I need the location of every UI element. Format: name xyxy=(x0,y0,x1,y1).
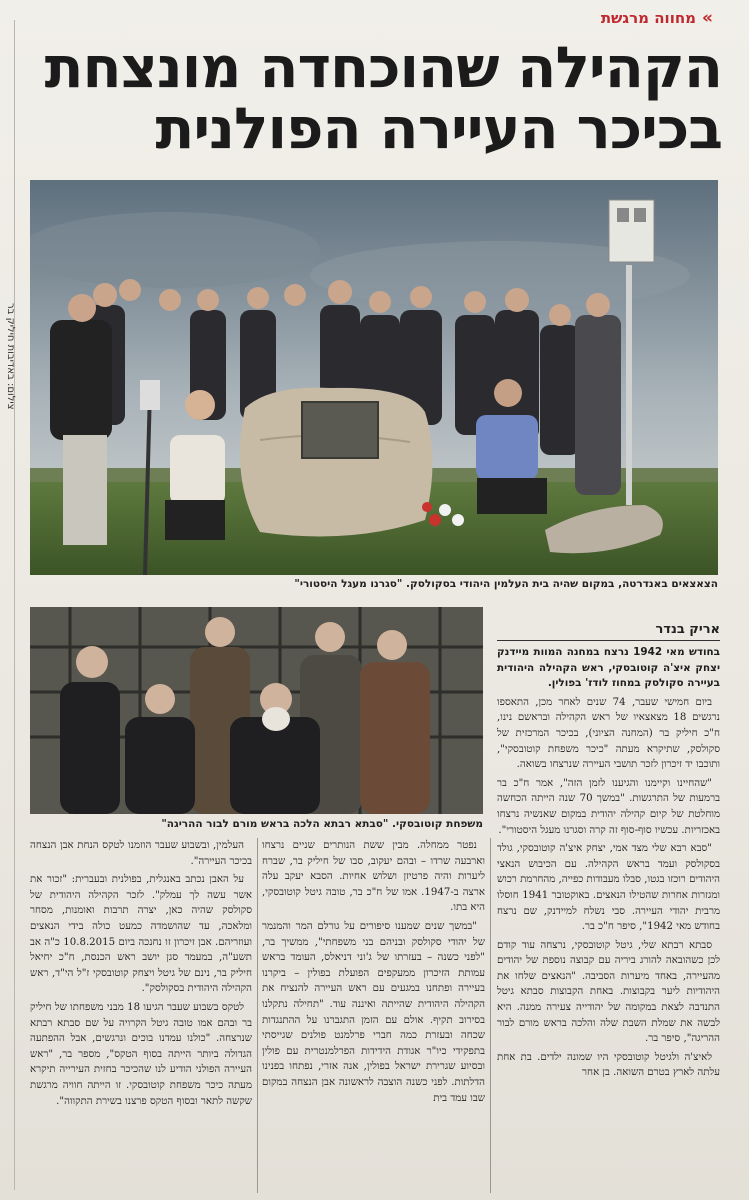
photo1-caption: הצאצאים באנדרטה, במקום שהיה בית העלמין היהודי בסקולסק. "סגרנו מעגל היסטורי" xyxy=(294,578,718,590)
photo2-caption: משפחת קוטובסקי. "סבתא רבתא הלכה בראש מורם לבור ההריגה" xyxy=(161,818,483,830)
headline-line-1: הקהילה שהוכחדה מונצחת xyxy=(44,35,722,101)
byline: אריק בנדר xyxy=(655,622,720,637)
paragraph: נפטר ממחלה. מבין ששת הנותרים שניים נרצחו וארבעה שרדו – ובהם יעקוב, סבו של חיליק בר, שברח ליערות והיה פרטיזן ושלוש אחיות. הסבא יעקב עלה ארצה ב-1947. אמו של ח"כ בר, טובה גיטל קוטובסקי, היא בתו. xyxy=(262,840,485,914)
section-label: מחווה מרגשת xyxy=(600,9,697,27)
family-historic-photo xyxy=(30,607,483,814)
byline-rule xyxy=(497,640,720,641)
headline xyxy=(30,35,722,162)
column-divider xyxy=(490,838,491,1193)
paragraph: לאיצ'ה ולגיטל קוטובסקי היו שמונה ילדים. בת אחת עלתה לארץ בטרם השואה. בן אחר xyxy=(497,1051,720,1079)
photo-credit: צילום: באדיבות חיליק בר xyxy=(5,303,16,410)
memorial-photo-illustration xyxy=(30,180,718,575)
paragraph: על האבן נכתב באנגלית, בפולנית ובעברית: "זכור את אשר עשה לך עמלק". לזכר הקהילה היהודית של סקולסק שהיה כאן, יצרה תרבות ואומנות, מסחר ומלאכה, עד שהושמדה כמעט כולה בידי הנאצים ועוזריהם. אבן זיכרון זו נחנכה ביום 10.8.2015 כ"ה אב תשע"ה, במעמד סגן יושב ראש הכנסת, ח"כ יחיאל חיליק בר, נינם של גיטל ויצחק קוטובסקי ז"ל הי"ד, ראש הקהילה היהודית בסקולסק". xyxy=(30,874,252,995)
paragraph: "סבא רבא שלי מצד אמי, יצחק איצ'ה קוטובסקי, גולד בסקולסק ועמד בראש הקהילה. עם הכיבוש הנאצי היהודים רוכזו בגטו, סבלו מעבודות כפייה, מהחרמת רכוש ומגזרות אחרות שהטילו הנאצים. באוקטובר 1941 חוסלו מרבית יהודי העיירה. סבי נשלח למיידנק, שם נרצח בחודש מאי 1942", סיפר ח"כ בר. xyxy=(497,843,720,933)
double-chevron-icon: » xyxy=(702,8,709,28)
lead-paragraph: בחודש מאי 1942 נרצח במחנה המוות מיידנק יצחק איצ'ה קוטובסקי, ראש הקהילה היהודית בעיירה סקולסק במחוז לודז' בפולין. xyxy=(497,646,720,690)
memorial-group-photo xyxy=(30,180,718,575)
article-column-left xyxy=(30,838,252,1193)
headline-line-2: בכיכר העיירה הפולנית xyxy=(155,96,722,162)
paragraph: לטקס בשבוע שעבר הגיעו 18 מבני משפחתו של חיליק בר ובהם אמו טובה גיטל הקרויה על שם סבתא רבתא שנרצחה. "כולנו עמדנו בוכים ונרגשים, אבל ההפתעה הגדולה ביותר הייתה בסוף הטקס", מספר בר, "ראש העיירה הפולני הודיע לנו שהכיכר בחזית העירייה תיקרא מעתה כיכר משפחת קוטובסקי. זו הייתה חוויה מרגשת שקשה לתאר ובסוף הטקס פרצנו בשירת התקווה". xyxy=(30,1001,252,1107)
article-column-right xyxy=(497,645,720,1193)
section-tag xyxy=(601,8,709,28)
paragraph: העלמין, ובשבוע שעבר הוזמנו לטקס הנחת אבן הנצחה בכיכר העיירה". xyxy=(30,840,252,867)
paragraph: "במשך שנים שמענו סיפורים על גורלם המר והמנמר של יהודי סקולסק ובניהם בני משפחתי", ממשיך בר, "לפני כשנה – בעזרתו של ג'וני דניאלס, העומד בראש עמותת הזיכרון ממעקפים הפועלת בפולין – ביקרנו בעיירה ופתחנו במגעים עם ראש העיירה להנציח את הקהילה היהודית שהייתה ואיננה עוד. "תחילה נתקלנו בסירוב תקיף. אולם עם הזמן התגברנו על ההתנגדות שכחה ובעזרת כמה חברי פרלמנט פולנים שגייסתי בתפקידי כיו"ר אגודת הידידות הפרלמנטרית עם פולין ובסיוע שגרירת ישראל בפולין, אנה אזרי, נפתחו בפנינו הדלתות. לפני כשנה הוצבה לראשונה אבן הנצחה במקום שבו עמד בית xyxy=(262,920,485,1104)
paragraph: "שהחיינו וקיימנו והגיענו לזמן הזה", אמר ח"כ בר ברמעות של התרגשות. "במשך 70 שנה הייתה הכחשה מוחלטת של קיום קהילה יהודית במקום שאנשיה נרצחו באכזריות. עכשיו סוף-סוף זה קרה וסגרנו מעגל היסטורי". xyxy=(497,777,720,836)
paragraph: סבתא רבתא שלי, גיטל קוטובסקי, נרצחה עוד קודם לכן כשהובאה להורג ביריה עם קבוצה נוספת של יהודים מהעיירה, באחד מיערות הסביבה. "הנאצים שלחו את היהודיות ליער בקבוצות. באחת הקבוצות סבתא גיטל התנדבה לצאת במקומה של יהודייה צעירה ממנה. היא לבשה את שמלת השבת שלה והלכה בראש מורם לבור ההריגה", סיפר בר. xyxy=(497,939,720,1045)
paragraph: ביום חמישי שעבר, 74 שנים לאחר מכן, התאספו נרגשים 18 מצאצאיו של ראש הקהילה ובראשם נינו, ח"כ חיליק בר (המחנה הציוני), בכיכר המרכזית של סקולסק, שתיקרא מעתה "כיכר משפחת קוטובסקי", ותוכבו יד זיכרון לזכר תושבי העיירה שנרצחו בשואה. xyxy=(497,696,720,771)
column-divider xyxy=(257,838,258,1193)
article-column-middle xyxy=(262,838,485,1193)
family-photo-illustration xyxy=(30,607,483,814)
